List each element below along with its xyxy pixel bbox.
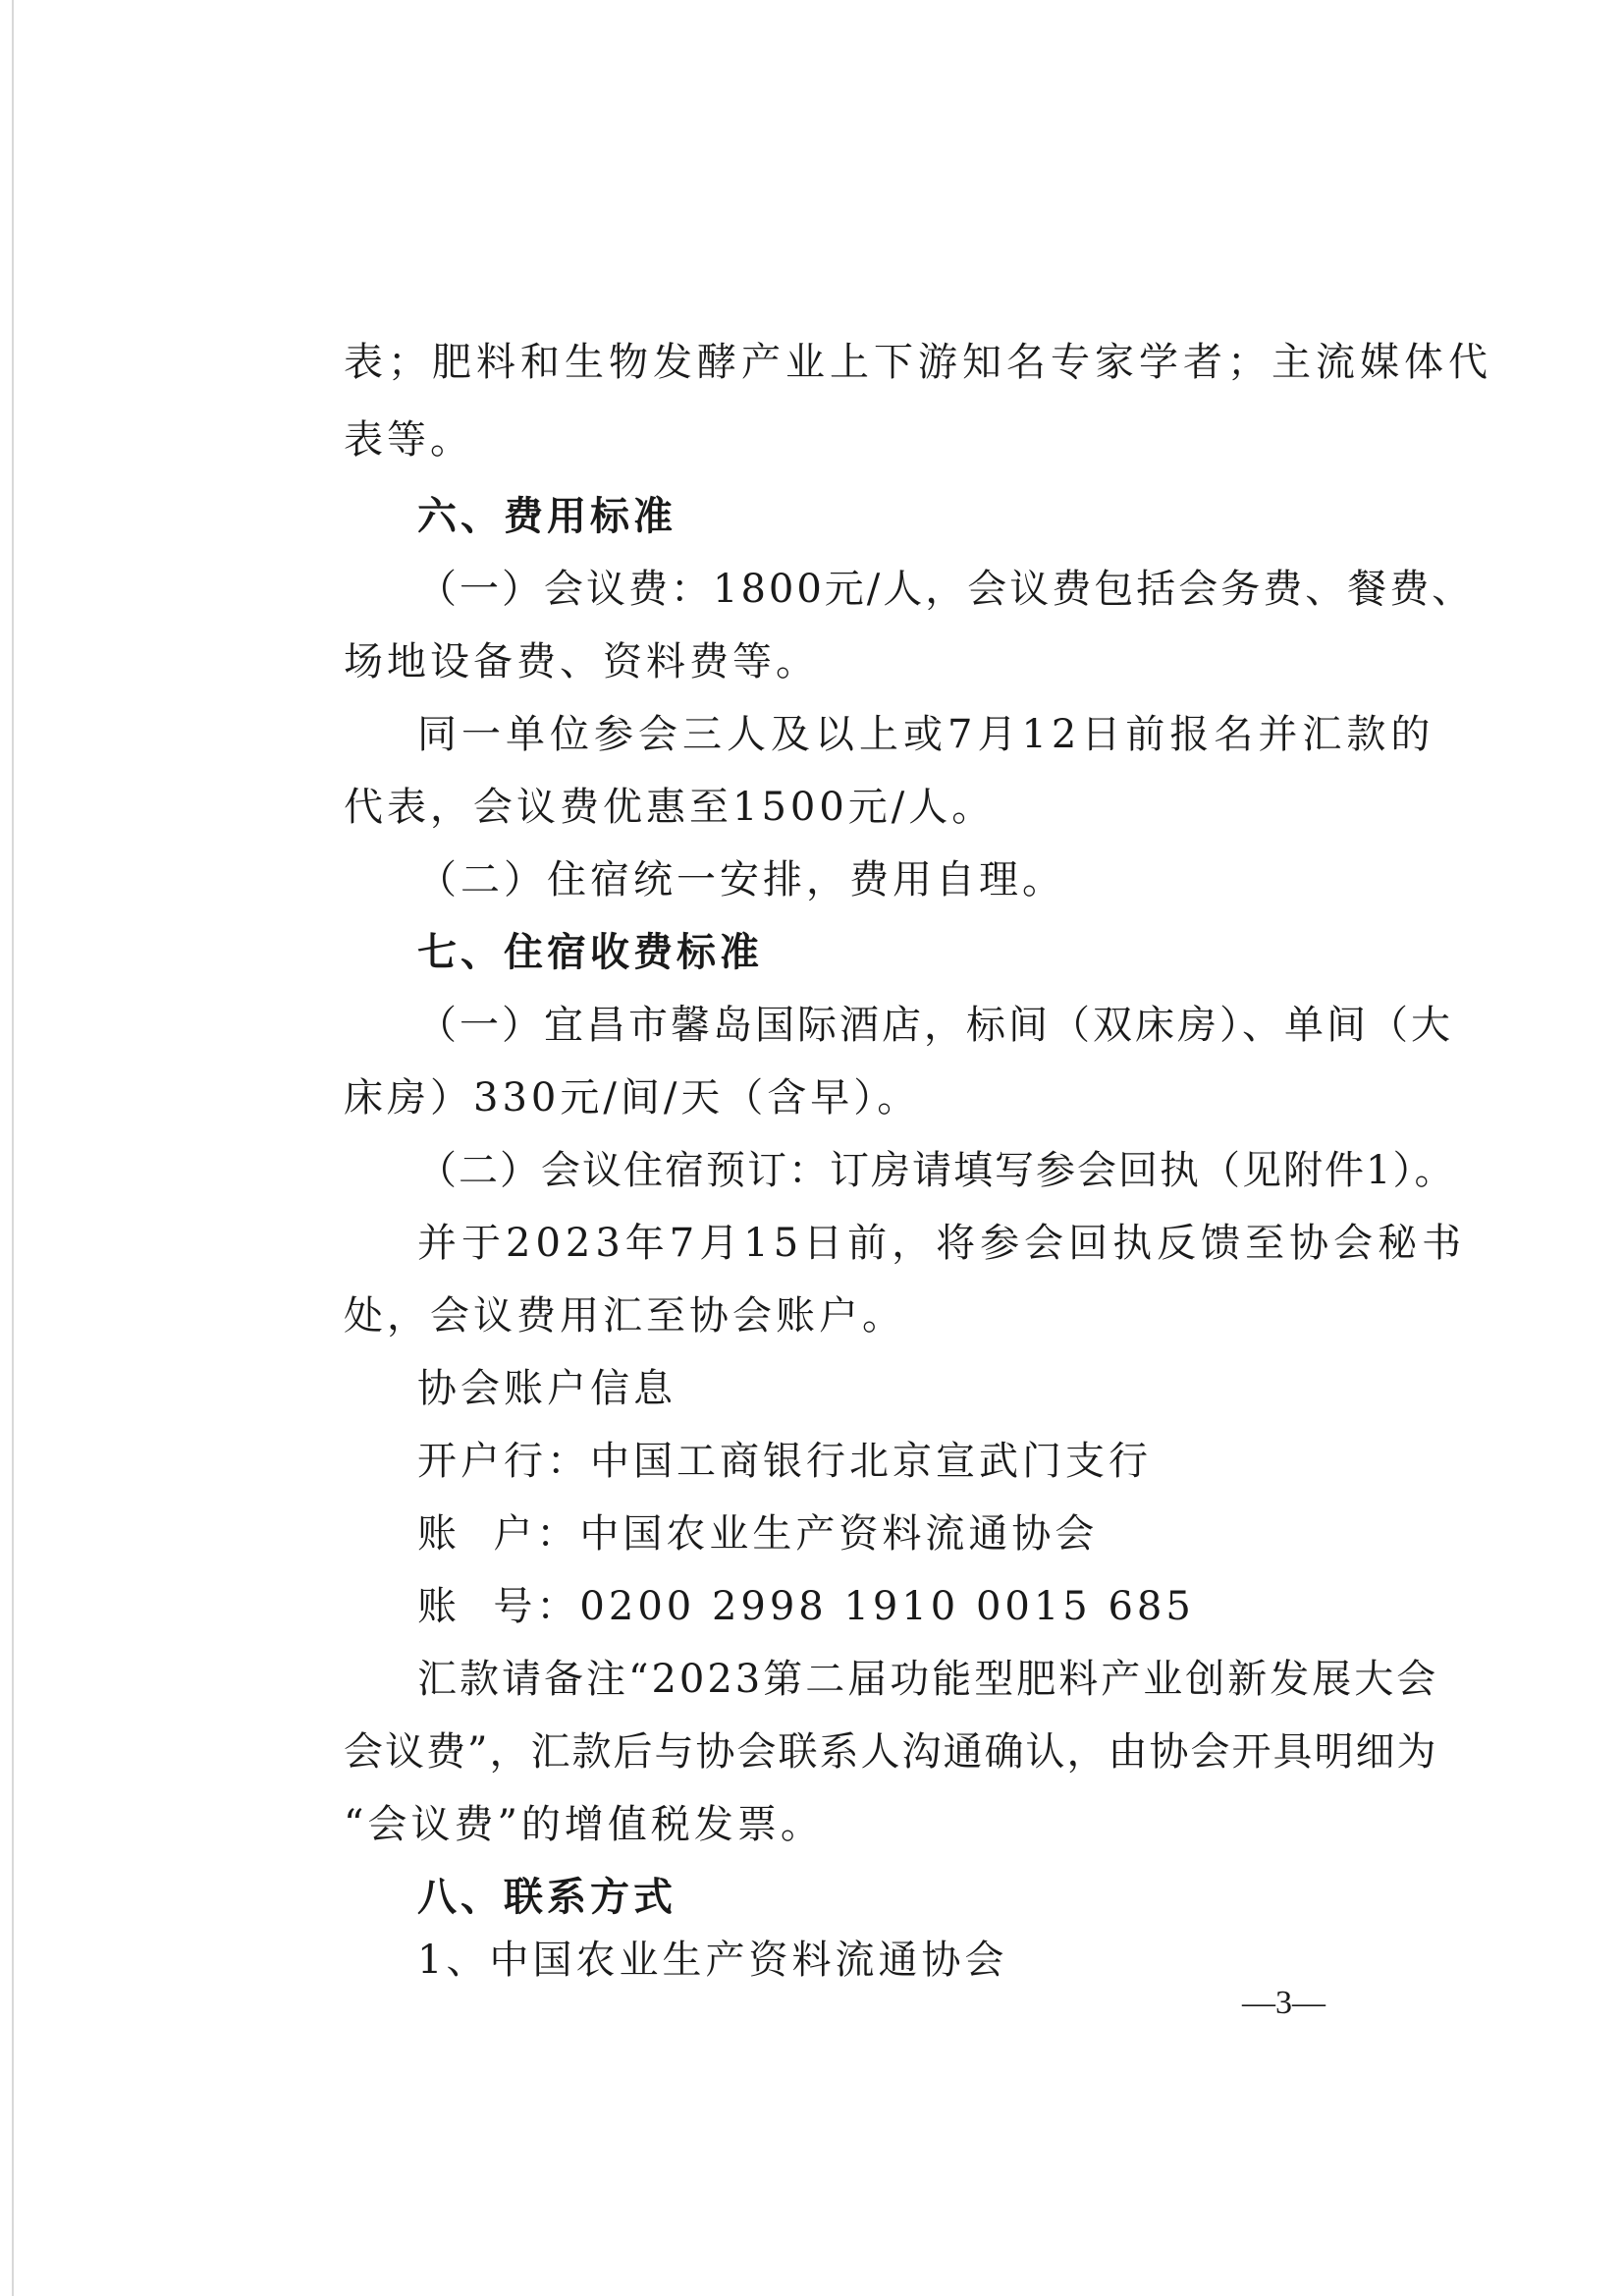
page-number: —3— xyxy=(1242,1985,1325,2021)
text-line: 场地设备费、资料费等。 xyxy=(344,639,819,684)
section-heading-contact: 八、联系方式 xyxy=(417,1875,676,1920)
account-number: 账 号：0200 2998 1910 0015 685 xyxy=(417,1584,1195,1629)
text-line: 处，会议费用汇至协会账户。 xyxy=(344,1293,905,1339)
text-line: （一）宜昌市馨岛国际酒店，标间（双床房）、单间（大 xyxy=(417,1003,1453,1048)
text-line: 代表，会议费优惠至1500元/人。 xyxy=(344,785,996,830)
text-line: 同一单位参会三人及以上或7月12日前报名并汇款的 xyxy=(417,712,1435,757)
text-line: 并于2023年7月15日前，将参会回执反馈至协会秘书 xyxy=(417,1221,1467,1266)
text-line: 表；肥料和生物发酵产业上下游知名专家学者；主流媒体代 xyxy=(344,340,1492,385)
page-edge xyxy=(12,0,14,2296)
section-heading-lodging: 七、住宿收费标准 xyxy=(417,930,763,975)
text-line: 协会账户信息 xyxy=(417,1366,676,1411)
text-line: 1、中国农业生产资料流通协会 xyxy=(417,1938,1008,1983)
text-line: “会议费”的增值税发票。 xyxy=(344,1802,824,1847)
text-line: 会议费”，汇款后与协会联系人沟通确认，由协会开具明细为 xyxy=(344,1729,1438,1775)
text-line: （一）会议费：1800元/人，会议费包括会务费、餐费、 xyxy=(417,567,1475,612)
bank-name: 开户行：中国工商银行北京宣武门支行 xyxy=(417,1439,1152,1484)
account-name: 账 户：中国农业生产资料流通协会 xyxy=(417,1511,1099,1557)
text-line: （二）会议住宿预订：订房请填写参会回执（见附件1）。 xyxy=(417,1148,1456,1193)
section-heading-fees: 六、费用标准 xyxy=(417,494,676,539)
text-line: 表等。 xyxy=(344,417,473,463)
text-line: 床房）330元/间/天（含早）。 xyxy=(344,1075,921,1121)
text-line: 汇款请备注“2023第二届功能型肥料产业创新发展大会 xyxy=(417,1657,1439,1702)
text-line: （二）住宿统一安排，费用自理。 xyxy=(417,857,1065,902)
